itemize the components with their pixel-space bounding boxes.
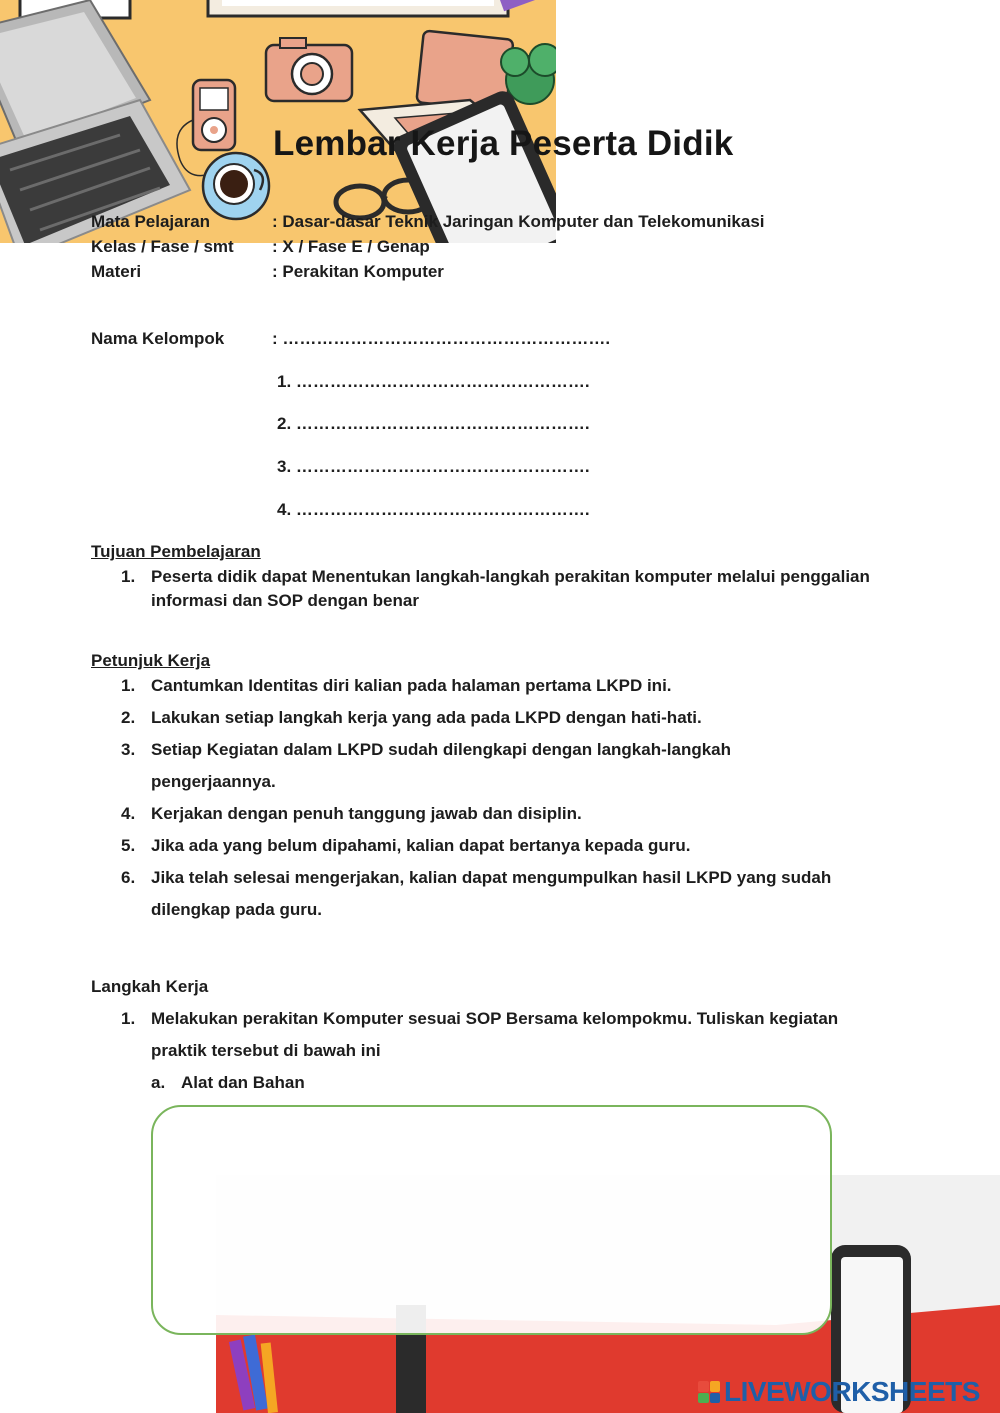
list-item-number: 3. — [121, 740, 136, 759]
sub-item-text: Alat dan Bahan — [181, 1073, 305, 1092]
learning-objectives-list — [91, 565, 921, 613]
group-member-1-field[interactable]: 1. ……………………………………………. — [277, 372, 590, 391]
work-steps-list — [91, 1003, 921, 1099]
learning-objectives-heading: Tujuan Pembelajaran — [91, 542, 261, 561]
logo-square-3 — [698, 1393, 709, 1404]
list-item — [91, 670, 921, 702]
list-item-text: Melakukan perakitan Komputer sesuai SOP Bersama kelompokmu. Tuliskan kegiatan praktik tersebut di bawah ini — [151, 1009, 839, 1060]
list-item — [91, 734, 921, 798]
desk-illustration — [0, 0, 556, 243]
list-item-text: Peserta didik dapat Menentukan langkah-langkah perakitan komputer melalui penggalian informasi dan SOP dengan benar — [151, 567, 870, 610]
group-member-2-field[interactable]: 2. ……………………………………………. — [277, 414, 590, 433]
header-illustration — [0, 0, 556, 243]
list-item-text: Kerjakan dengan penuh tanggung jawab dan disiplin. — [151, 804, 582, 823]
logo-square-2 — [710, 1381, 721, 1392]
instructions-heading: Petunjuk Kerja — [91, 651, 211, 670]
logo-square-4 — [710, 1393, 721, 1404]
list-item-text: Jika ada yang belum dipahami, kalian dapat bertanya kepada guru. — [151, 836, 691, 855]
list-item — [91, 830, 921, 862]
tools-materials-answer-box[interactable] — [151, 1105, 832, 1335]
list-item — [91, 862, 921, 926]
logo-square-1 — [698, 1381, 709, 1392]
list-item-number: 1. — [121, 676, 136, 695]
list-item — [91, 1003, 921, 1067]
identity-label-subject: Mata Pelajaran — [91, 212, 211, 231]
list-item-number: 1. — [121, 567, 136, 586]
list-item — [91, 798, 921, 830]
liveworksheets-logo — [698, 1376, 980, 1408]
list-item-text: Setiap Kegiatan dalam LKPD sudah dilengkapi dengan langkah-langkah pengerjaannya. — [151, 740, 732, 791]
list-item — [91, 565, 921, 613]
list-item-text: Cantumkan Identitas diri kalian pada halaman pertama LKPD ini. — [151, 676, 672, 695]
liveworksheets-logo-icon — [698, 1381, 720, 1403]
work-steps-heading: Langkah Kerja — [91, 977, 209, 996]
list-item — [91, 702, 921, 734]
list-item-text: Jika telah selesai mengerjakan, kalian dapat mengumpulkan hasil LKPD yang sudah dilengkap pada guru. — [151, 868, 832, 919]
group-name-field[interactable]: : …………………………………………………. — [272, 329, 611, 348]
sub-item-letter: a. — [151, 1073, 166, 1092]
group-member-4-field[interactable]: 4. ……………………………………………. — [277, 500, 590, 519]
identity-value-material: : Perakitan Komputer — [272, 262, 444, 281]
list-item-number: 1. — [121, 1009, 136, 1028]
sub-list-item — [91, 1067, 921, 1099]
identity-label-material: Materi — [91, 262, 142, 281]
group-name-label: Nama Kelompok — [91, 329, 225, 348]
coffee-cup-icon — [203, 153, 269, 219]
identity-label-class: Kelas / Fase / smt — [91, 237, 234, 256]
identity-value-subject: : Dasar-dasar Teknik Jaringan Komputer dan Telekomunikasi — [272, 212, 765, 231]
list-item-number: 4. — [121, 804, 136, 823]
list-item-text: Lakukan setiap langkah kerja yang ada pada LKPD dengan hati-hati. — [151, 708, 702, 727]
group-member-3-field[interactable]: 3. ……………………………………………. — [277, 457, 590, 476]
list-item-number: 6. — [121, 868, 136, 887]
page-title: Lembar Kerja Peserta Didik — [273, 124, 734, 163]
list-item-number: 2. — [121, 708, 136, 727]
identity-value-class: : X / Fase E / Genap — [272, 237, 430, 256]
brand-name: LIVEWORKSHEETS — [724, 1376, 980, 1407]
instructions-list — [91, 670, 921, 926]
list-item-number: 5. — [121, 836, 136, 855]
laptop-photo-icon — [0, 0, 190, 243]
camera-icon — [266, 38, 352, 101]
